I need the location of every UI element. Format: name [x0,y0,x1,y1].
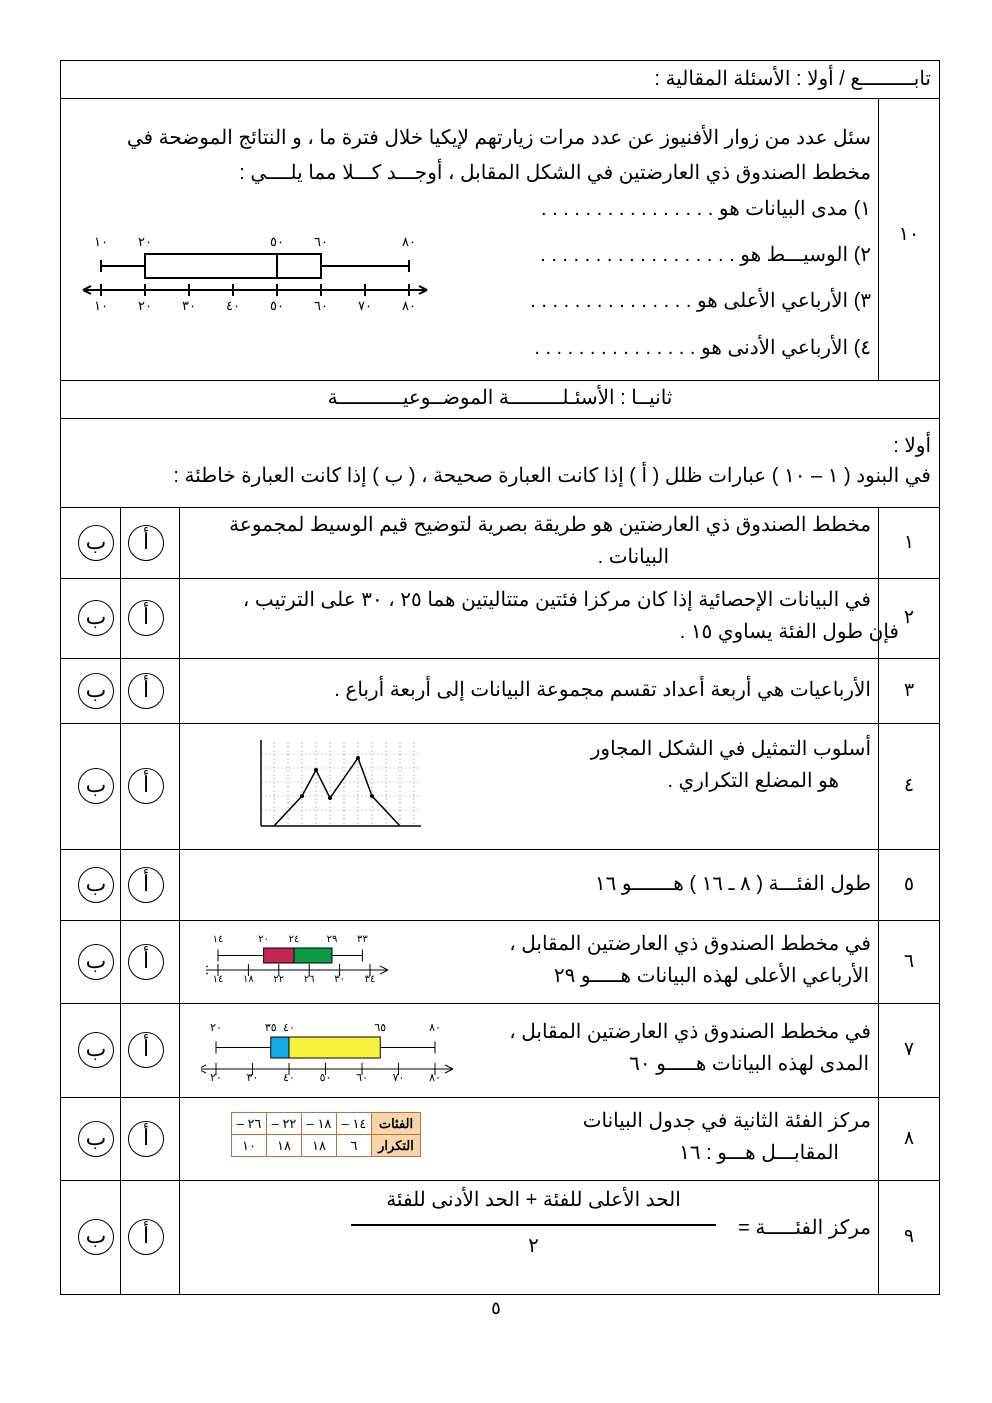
box-value-label: ٤٠ [283,1022,295,1034]
question-number: ٢ [903,607,915,628]
objective-header-row [60,380,940,419]
question-text: الأرباعيات هي أربعة أعداد تقسم مجموعة البيانات إلى أربعة أرباع . [334,678,871,701]
question-number: ٩ [903,1226,915,1247]
axis-tick-label: ٣٤ [364,974,376,985]
axis-tick-label: ٢٠ [210,1072,222,1084]
question-number: ٥ [903,873,915,895]
box-value-label: ١٠ [94,234,108,249]
question-text: فإن طول الفئة يساوي ١٥ . [679,621,899,643]
question-text: المدى لهذه البيانات هـــــو ٦٠ [629,1053,869,1075]
choice-a-true[interactable]: أ [128,1121,164,1157]
question-text: المقابـــل هـــو : ١٦ [679,1141,839,1164]
axis-tick-label: ١٤ [212,974,224,985]
page-number: ٥ [491,1298,501,1318]
table-header-classes: الفئات [372,1113,421,1135]
box-value-label: ٦٠ [314,234,328,249]
axis-tick-label: ٦٠ [356,1072,368,1084]
box-value-label: ٢٠ [210,1022,222,1034]
box-value-label: ٣٥ [264,1022,277,1034]
question-number: ١ [903,531,915,553]
choice-b-false[interactable]: ب [78,525,114,561]
axis-tick-label: ٥٠ [270,298,284,313]
question-text: أسلوب التمثيل في الشكل المجاور [590,738,871,760]
box-lower-half [145,254,277,278]
instructions-heading: أولا : [893,435,931,457]
question-row [60,658,940,724]
frequency-polygon-figure [259,740,424,828]
axis-tick-label: ٦٠ [314,298,328,313]
sub-question-3[interactable]: ٣) الأرباعي الأعلى هو . . . . . . . . . . . . . . . [530,290,871,312]
axis-tick-label: ٢٢ [273,974,285,985]
axis-tick-label: ٨٠ [402,298,416,313]
table-cell-class: ١٤ – [337,1113,372,1135]
table-cell-class: ٢٢ – [267,1113,302,1135]
instructions-row [60,418,940,508]
box-value-label: ١٤ [212,934,224,945]
table-header-frequency: التكرار [372,1135,421,1157]
question-row [60,1003,940,1098]
box-value-label: ٢٩ [326,934,338,945]
question-text: طول الفئـــة ( ٨ ـ ١٦ ) هـــــــو ١٦ [594,872,871,895]
box-value-label: ٢٠ [258,934,269,945]
question-number: ٨ [903,1127,915,1149]
box-upper-half [294,948,332,963]
box-plot-figure [206,930,396,990]
question-text: مخطط الصندوق ذي العارضتين في الشكل المقابل ، أوجـــد كـــلا مما يلــــي : [239,162,871,184]
choice-a-true[interactable]: أ [128,525,164,561]
axis-tick-label: ٢٠ [138,298,152,313]
choice-b-false[interactable]: ب [78,1219,114,1255]
formula-numerator: الحد الأعلى للفئة + الحد الأدنى للفئة [386,1189,681,1211]
box-value-label: ٢٤ [288,934,300,945]
question-number: ٣ [903,679,915,701]
box-value-label: ٢٠ [138,234,152,249]
question-number: ١٠ [898,224,920,245]
question-text: الأرباعي الأعلى لهذه البيانات هـــــو ٢٩ [553,964,869,987]
choice-b-false[interactable]: ب [78,944,114,980]
box-lower-half [264,948,294,963]
sub-question-1[interactable]: ١) مدى البيانات هو . . . . . . . . . . . . . . . . [541,198,871,220]
box-value-label: ٥٠ [270,234,284,249]
axis-tick-label: ٤٠ [283,1072,295,1084]
box-lower-half [271,1037,289,1058]
sub-question-4[interactable]: ٤) الأرباعي الأدنى هو . . . . . . . . . . . . . . . [534,337,871,359]
choice-a-true[interactable]: أ [128,1032,164,1068]
axis-tick-label: ٧٠ [358,298,372,313]
question-text: في مخطط الصندوق ذي العارضتين المقابل ، [509,932,871,955]
choice-b-false[interactable]: ب [78,867,114,903]
question-row [60,920,940,1004]
choice-b-false[interactable]: ب [78,768,114,804]
choice-a-true[interactable]: أ [128,944,164,980]
question-text: هو المضلع التكراري . [667,770,839,792]
formula-lhs: مركز الفئـــــة = [738,1217,871,1239]
question-row [60,1097,940,1181]
box-value-label: ٨٠ [429,1022,441,1034]
question-number: ٧ [903,1039,915,1060]
question-text: مركز الفئة الثانية في جدول البيانات [582,1109,871,1132]
axis-tick-label: ٣٠ [182,298,196,313]
question-row [60,1180,940,1295]
question-text: البيانات . [597,545,669,568]
choice-a-true[interactable]: أ [128,673,164,709]
question-text: في البيانات الإحصائية إذا كان مركزا فئتين متتاليتين هما ٢٥ ، ٣٠ على الترتيب ، [242,589,871,611]
box-upper-half [289,1037,380,1058]
sub-question-2[interactable]: ٢) الوسيـــط هو . . . . . . . . . . . . . . . . . . [540,244,871,266]
frequency-table [231,1112,421,1157]
axis-tick-label: ٧٠ [392,1072,405,1084]
table-cell-class: ١٨ – [302,1113,337,1135]
choice-a-true[interactable]: أ [128,1219,164,1255]
fraction-bar [351,1224,716,1226]
choice-a-true[interactable]: أ [128,600,164,636]
question-row [60,507,940,579]
question-row [60,723,940,850]
box-plot-q10 [76,230,436,315]
table-cell-frequency: ٦ [337,1135,372,1157]
table-cell-frequency: ١٨ [267,1135,302,1157]
box-value-label: ٣٣ [357,934,368,945]
section-title: ثانيــا : الأسئـلـــــــــة الموضــوعيـــــــــــة [327,387,673,409]
axis-tick-label: ٢٦ [303,974,315,985]
table-cell-frequency: ١٠ [232,1135,267,1157]
axis-tick-label: ٨٠ [429,1072,441,1084]
axis-tick-label: ١٨ [243,974,254,985]
question-number: ٤ [903,775,915,796]
box-value-label: ٨٠ [402,234,416,249]
axis-tick-label: ٥٠ [319,1072,332,1084]
axis-tick-label: ٤٠ [226,298,240,313]
section-title: تابـــــــــع / أولا : الأسئلة المقالية : [654,68,931,90]
axis-tick-label: ١٠ [94,298,108,313]
choice-b-false[interactable]: ب [78,600,114,636]
question-row [60,578,940,659]
choice-b-false[interactable]: ب [78,1121,114,1157]
question-text: مخطط الصندوق ذي العارضتين هو طريقة بصرية لتوضيح قيم الوسيط لمجموعة [229,513,871,536]
question-text: في مخطط الصندوق ذي العارضتين المقابل ، [509,1021,871,1043]
question-text: سئل عدد من زوار الأفنيوز عن عدد مرات زيارتهم لإيكيا خلال فترة ما ، و النتائج الموضحة في [126,127,871,149]
axis-tick-label: ٣٠ [246,1072,259,1084]
table-cell-frequency: ١٨ [302,1135,337,1157]
question-row [60,849,940,921]
question-number: ٦ [903,950,915,972]
choice-a-true[interactable]: أ [128,768,164,804]
box-plot-figure [201,1017,461,1087]
axis-tick-label: ٣٠ [334,974,345,985]
question-10-row [60,98,940,381]
choice-b-false[interactable]: ب [78,1032,114,1068]
choice-a-true[interactable]: أ [128,867,164,903]
box-upper-half [277,254,321,278]
box-value-label: ٦٥ [374,1022,387,1034]
essay-header-row [60,60,940,99]
instructions-text: في البنود ( ١ – ١٠ ) عبارات ظلل ( أ ) إذا كانت العبارة صحيحة ، ( ب ) إذا كانت العبارة خاطئة : [173,465,931,487]
table-cell-class: ٢٦ – [232,1113,267,1135]
formula-denominator: ٢ [528,1235,539,1257]
choice-b-false[interactable]: ب [78,673,114,709]
